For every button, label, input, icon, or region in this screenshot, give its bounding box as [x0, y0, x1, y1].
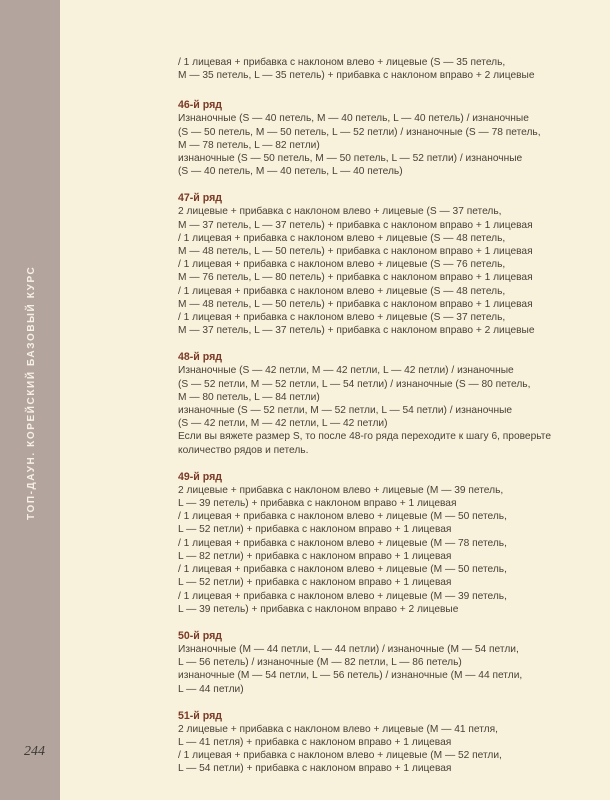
row-heading: 46-й ряд	[178, 99, 223, 112]
row-heading: 51-й ряд	[178, 709, 223, 722]
text-line: количество рядов и петель.	[178, 444, 309, 456]
page-number: 244	[24, 744, 45, 759]
text-line: 2 лицевые + прибавка с наклоном влево + лицевые (S — 37 петель,	[178, 206, 502, 218]
text-line: / 1 лицевая + прибавка с наклоном влево + лицевые (S — 48 петель,	[178, 285, 506, 297]
text-line: (S — 40 петель, M — 40 петель, L — 40 петель)	[178, 166, 403, 178]
row-51-section	[178, 709, 538, 776]
text-line: / 1 лицевая + прибавка с наклоном влево + лицевые (S — 48 петель,	[178, 232, 506, 244]
row-46-section	[178, 98, 541, 178]
text-line: M — 37 петель, L — 37 петель) + прибавка с наклоном вправо + 2 лицевые	[178, 325, 535, 337]
text-line: L — 52 петли) + прибавка с наклоном вправо + 1 лицевая	[178, 524, 452, 536]
text-line: Изнаночные (S — 40 петель, M — 40 петель, L — 40 петель) / изнаночные	[178, 113, 529, 125]
text-line: изнаночные (S — 50 петель, M — 50 петель, L — 52 петли) / изнаночные	[178, 153, 523, 165]
row-48-section	[178, 350, 551, 456]
row-49-section	[178, 470, 538, 616]
text-line: (S — 50 петель, M — 50 петель, L — 52 петли) / изнаночные (S — 78 петель,	[178, 126, 541, 138]
text-line: M — 37 петель, L — 37 петель) + прибавка с наклоном вправо + 1 лицевая	[178, 219, 533, 231]
text-line: / 1 лицевая + прибавка с наклоном влево + лицевые (M — 39 петель,	[178, 590, 507, 602]
row-heading: 50-й ряд	[178, 629, 223, 642]
text-line: L — 82 петли) + прибавка с наклоном вправо + 1 лицевая	[178, 550, 452, 562]
text-line: / 1 лицевая + прибавка с наклоном влево + лицевые (S — 76 петель,	[178, 259, 506, 271]
running-head: ТОП-ДАУН. КОРЕЙСКИЙ БАЗОВЫЙ КУРС	[26, 265, 37, 520]
side-bar	[0, 0, 60, 800]
intro-block	[178, 56, 538, 82]
text-line: изнаночные (M — 54 петли, L — 56 петель) / изнаночные (M — 44 петли,	[178, 670, 523, 682]
text-line: L — 39 петель) + прибавка с наклоном вправо + 1 лицевая	[178, 498, 457, 510]
row-50-section	[178, 629, 538, 696]
text-line: Изнаночные (S — 42 петли, M — 42 петли, L — 42 петли) / изнаночные	[178, 365, 514, 377]
text-line: L — 54 петли) + прибавка с наклоном вправо + 1 лицевая	[178, 763, 452, 775]
text-line: L — 44 петли)	[178, 683, 244, 695]
text-line: / 1 лицевая + прибавка с наклоном влево + лицевые (M — 78 петель,	[178, 537, 507, 549]
text-line: M — 48 петель, L — 50 петель) + прибавка с наклоном вправо + 1 лицевая	[178, 246, 533, 258]
text-line: L — 39 петель) + прибавка с наклоном вправо + 2 лицевые	[178, 603, 459, 615]
text-line: изнаночные (S — 52 петли, M — 52 петли, L — 54 петли) / изнаночные	[178, 405, 513, 417]
text-line: Изнаночные (M — 44 петли, L — 44 петли) / изнаночные (M — 54 петли,	[178, 643, 519, 655]
text-line: (S — 42 петли, M — 42 петли, L — 42 петли)	[178, 418, 388, 430]
text-line: M — 80 петель, L — 84 петли)	[178, 391, 320, 403]
row-heading: 49-й ряд	[178, 470, 223, 483]
text-line: / 1 лицевая + прибавка с наклоном влево + лицевые (M — 52 петли,	[178, 750, 502, 762]
row-heading: 48-й ряд	[178, 351, 223, 364]
text-line: L — 41 петля) + прибавка с наклоном вправо + 1 лицевая	[178, 736, 452, 748]
text-line: / 1 лицевая + прибавка с наклоном влево + лицевые (M — 50 петель,	[178, 511, 507, 523]
page-content	[178, 56, 551, 776]
row-heading: 47-й ряд	[178, 192, 223, 205]
text-line: 2 лицевые + прибавка с наклоном влево + лицевые (M — 41 петля,	[178, 723, 498, 735]
row-47-section	[178, 191, 538, 337]
text-line: Если вы вяжете размер S, то после 48-го ряда переходите к шагу 6, проверьте	[178, 431, 551, 443]
text-line: / 1 лицевая + прибавка с наклоном влево + лицевые (S — 37 петель,	[178, 312, 506, 324]
text-line: / 1 лицевая + прибавка с наклоном влево + лицевые (S — 35 петель,	[178, 57, 506, 68]
text-line: L — 56 петель) / изнаночные (M — 82 петли, L — 86 петель)	[178, 657, 462, 669]
text-line: / 1 лицевая + прибавка с наклоном влево + лицевые (M — 50 петель,	[178, 564, 507, 576]
text-line: (S — 52 петли, M — 52 петли, L — 54 петли) / изнаночные (S — 80 петель,	[178, 378, 531, 390]
text-line: M — 78 петель, L — 82 петли)	[178, 139, 320, 151]
text-line: 2 лицевые + прибавка с наклоном влево + лицевые (M — 39 петель,	[178, 484, 504, 496]
text-line: L — 52 петли) + прибавка с наклоном вправо + 1 лицевая	[178, 577, 452, 589]
text-line: M — 48 петель, L — 50 петель) + прибавка с наклоном вправо + 1 лицевая	[178, 298, 533, 310]
text-line: M — 76 петель, L — 80 петель) + прибавка с наклоном вправо + 1 лицевая	[178, 272, 533, 284]
text-line: M — 35 петель, L — 35 петель) + прибавка с наклоном вправо + 2 лицевые	[178, 70, 535, 82]
